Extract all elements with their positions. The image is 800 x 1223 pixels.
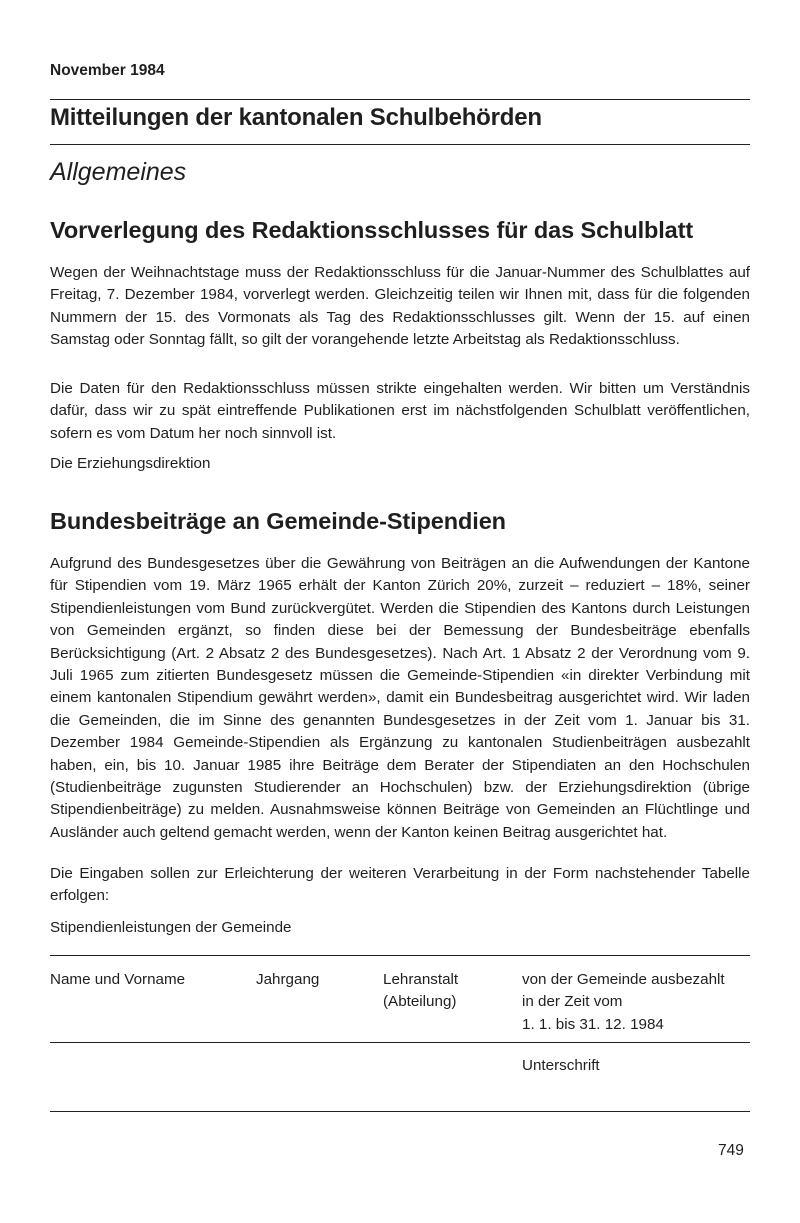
article1-paragraph-2: Die Daten für den Redaktionsschluss müssen strikte eingehalten werden. Wir bitten um Verständnis dafür, dass wir zu spät eintreffende Publikationen erst im nächstfolgenden Schulblatt veröffentlichen, sofern es vom Datum her noch sinnvoll ist.: [50, 380, 750, 442]
table-header-paid: [522, 969, 725, 1036]
table-rule-bottom: [50, 1111, 750, 1112]
article1-signature: Die Erziehungsdirektion: [50, 455, 211, 472]
table-header-school-line1: Lehranstalt: [383, 971, 459, 988]
table-caption: Stipendienleistungen der Gemeinde: [50, 919, 292, 936]
table-header-name: Name und Vorname: [50, 971, 186, 988]
signature-label: Unterschrift: [522, 1057, 600, 1074]
table-rule-middle: [50, 1042, 750, 1043]
table-header-school: [383, 969, 458, 1014]
table-header-paid-line1: von der Gemeinde ausbezahlt: [522, 971, 725, 988]
article2-paragraph-1: Aufgrund des Bundesgesetzes über die Gewährung von Beiträgen an die Aufwendungen der Kantone für Stipendien vom 19. März 1965 erhält der Kanton Zürich 20%, zurzeit – reduziert – 18%, seiner Stipendienleistungen vom Bund zurückvergütet. Werden die Stipendien des Kantons durch Leistungen von Gemeinden ergänzt, so finden diese bei der Bemessung der Bundesbeiträge ebenfalls Berücksichtigung (Art. 2 Absatz 2 des Bundesgesetzes). Nach Art. 1 Absatz 2 der Verordnung vom 9. Juli 1965 zum zitierten Bundesgesetz müssen die Gemeinde-Stipendien «in direkter Verbindung mit einem kantonalen Stipendium gewährt werden», damit ein Bundesbeitrag ausgerichtet wird. Wir laden die Gemeinden, die im Sinne des genannten Bundesgesetzes in der Zeit vom 1. Januar bis 31. Dezember 1984 Gemeinde-Stipendien als Ergänzung zu kantonalen Studienbeiträgen ausbezahlt haben, ein, bis 10. Januar 1985 ihre Beiträge dem Berater der Stipendiaten an den Hochschulen (Studienbeiträge zugunsten Studierender an Hochschulen) bzw. der Erziehungsdirektion (übrige Stipendienbeiträge) zu melden. Ausnahmsweise können Beiträge von Gemeinden an Flüchtlinge und Ausländer auch geltend gemacht werden, wenn der Kanton keinen Beitrag ausgerichtet hat.: [50, 555, 750, 841]
page-title: Mitteilungen der kantonalen Schulbehörden: [50, 104, 542, 131]
page-number: 749: [718, 1142, 744, 1159]
table-header-paid-line3: 1. 1. bis 31. 12. 1984: [522, 1015, 664, 1033]
table-header-school-line2: (Abteilung): [383, 993, 457, 1011]
title-rule-top: [50, 99, 750, 100]
article1-paragraph-1: Wegen der Weihnachtstage muss der Redaktionsschluss für die Januar-Nummer des Schulblattes auf Freitag, 7. Dezember 1984, vorverlegt werden. Gleichzeitig teilen wir Ihnen mit, dass für die folgenden Nummern der 15. des Vormonats als Tag des Redaktionsschlusses gilt. Wenn der 15. auf einen Samstag oder Sonntag fällt, so gilt der vorangehende letzte Arbeitstag als Redaktionsschluss.: [50, 264, 750, 349]
title-rule-bottom: [50, 144, 750, 145]
table-rule-top: [50, 955, 750, 956]
article2-heading: Bundesbeiträge an Gemeinde-Stipendien: [50, 508, 506, 534]
section-label: Allgemeines: [50, 158, 187, 186]
table-header-paid-line2: in der Zeit vom: [522, 993, 623, 1011]
issue-date: November 1984: [50, 62, 165, 79]
article2-paragraph-2: Die Eingaben sollen zur Erleichterung der weiteren Verarbeitung in der Form nachstehender Tabelle erfolgen:: [50, 865, 750, 905]
table-header-year: Jahrgang: [256, 971, 320, 988]
article1-heading: Vorverlegung des Redaktionsschlusses für das Schulblatt: [50, 217, 694, 243]
